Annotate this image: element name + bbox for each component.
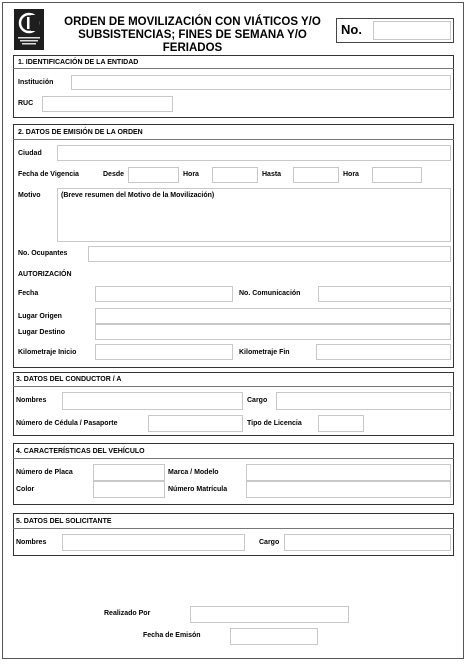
label-conductor-nombres: Nombres — [16, 397, 47, 404]
label-placa: Número de Placa — [16, 469, 73, 476]
label-lugar-destino: Lugar Destino — [18, 329, 66, 336]
marca-field[interactable] — [246, 464, 451, 481]
section-emission-title: 2. DATOS DE EMISIÓN DE LA ORDEN — [18, 129, 143, 136]
solicitante-nombres-field[interactable] — [62, 534, 245, 551]
label-km-inicio: Kilometraje Inicio — [18, 349, 77, 356]
label-ruc: RUC — [18, 100, 34, 107]
label-matricula: Número Matrícula — [168, 486, 228, 493]
label-solicitante-nombres: Nombres — [16, 539, 47, 546]
label-solicitante-cargo: Cargo — [259, 539, 280, 546]
realizado-field[interactable] — [190, 606, 349, 623]
ocupantes-field[interactable] — [88, 246, 451, 262]
label-desde: Desde — [103, 171, 125, 178]
number-field[interactable] — [373, 21, 451, 40]
ruc-field[interactable] — [42, 96, 173, 112]
motivo-field[interactable] — [57, 188, 451, 242]
matricula-field[interactable] — [246, 481, 451, 498]
ciudad-field[interactable] — [57, 145, 451, 161]
label-fecha-vigencia: Fecha de Vigencia — [18, 171, 79, 178]
lugar-origen-field[interactable] — [95, 308, 451, 324]
km-inicio-field[interactable] — [95, 344, 233, 360]
motivo-hint: (Breve resumen del Motivo de la Movilización) — [61, 192, 215, 199]
lugar-destino-field[interactable] — [95, 324, 451, 340]
label-motivo: Motivo — [18, 192, 41, 199]
label-ciudad: Ciudad — [18, 150, 42, 157]
label-conductor-cargo: Cargo — [247, 397, 268, 404]
label-cedula: Número de Cédula / Pasaporte — [16, 420, 118, 427]
label-hora-2: Hora — [343, 171, 359, 178]
label-lugar-origen: Lugar Origen — [18, 313, 62, 320]
label-km-fin: Kilometraje Fin — [239, 349, 290, 356]
title-line-2: SUBSISTENCIAS; FINES DE SEMANA Y/O FERIADOS — [78, 29, 307, 54]
label-no-comunicacion: No. Comunicación — [239, 290, 301, 297]
section-entity-title: 1. IDENTIFICACIÓN DE LA ENTIDAD — [18, 59, 139, 66]
fecha-field[interactable] — [95, 286, 233, 302]
section-driver-title: 3. DATOS DEL CONDUCTOR / A — [16, 376, 122, 383]
number-label: No. — [341, 22, 362, 37]
placa-field[interactable] — [93, 464, 165, 481]
label-color: Color — [16, 486, 35, 493]
label-realizado: Realizado Por — [104, 610, 151, 617]
hora-2-field[interactable] — [372, 167, 422, 183]
conductor-cargo-field[interactable] — [276, 392, 451, 410]
label-marca: Marca / Modelo — [168, 469, 219, 476]
section-vehicle-title: 4. CARACTERÍSTICAS DEL VEHÍCULO — [16, 448, 145, 455]
conductor-nombres-field[interactable] — [62, 392, 243, 410]
label-fecha: Fecha — [18, 290, 39, 297]
label-fecha-emision: Fecha de Emisón — [143, 632, 201, 639]
desde-field[interactable] — [128, 167, 179, 183]
label-institucion: Institución — [18, 79, 54, 86]
number-box — [336, 18, 454, 43]
color-field[interactable] — [93, 481, 165, 498]
km-fin-field[interactable] — [316, 344, 451, 360]
cedula-field[interactable] — [148, 415, 243, 432]
hora-1-field[interactable] — [212, 167, 258, 183]
label-ocupantes: No. Ocupantes — [18, 250, 68, 257]
licencia-field[interactable] — [318, 415, 364, 432]
solicitante-cargo-field[interactable] — [284, 534, 451, 551]
logo-icon — [14, 9, 44, 50]
label-autorizacion: AUTORIZACIÓN — [18, 271, 72, 278]
label-hora-1: Hora — [183, 171, 199, 178]
title-line-1: ORDEN DE MOVILIZACIÓN CON VIÁTICOS Y/O — [64, 16, 321, 28]
fecha-emision-field[interactable] — [230, 628, 318, 645]
page-title — [50, 16, 335, 55]
section-requester-title: 5. DATOS DEL SOLICITANTE — [16, 518, 112, 525]
hasta-field[interactable] — [293, 167, 339, 183]
institucion-field[interactable] — [71, 75, 451, 90]
no-comunicacion-field[interactable] — [318, 286, 451, 302]
label-licencia: Tipo de Licencia — [247, 420, 302, 427]
label-hasta: Hasta — [262, 171, 282, 178]
